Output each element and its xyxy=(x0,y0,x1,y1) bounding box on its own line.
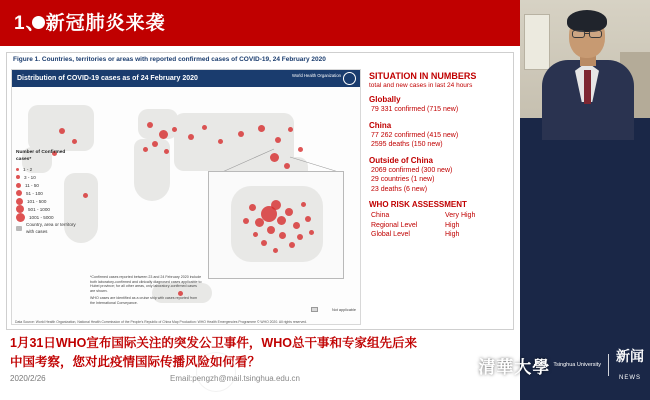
video-window xyxy=(524,14,550,70)
situation-stat: 77 262 confirmed (415 new) xyxy=(371,131,459,139)
legend-item-label: 3 - 10 xyxy=(24,174,36,180)
legend-note-row xyxy=(16,224,78,232)
legend-item-label: 1 - 2 xyxy=(23,166,33,172)
legend-item-label: 11 - 50 xyxy=(25,182,39,188)
tsinghua-logo-en: Tsinghua University xyxy=(553,361,601,368)
situation-stat: 29 countries (1 new) xyxy=(371,176,435,183)
legend-item xyxy=(16,165,78,173)
who-logo-icon xyxy=(343,72,356,85)
legend-swatch-icon xyxy=(16,175,20,179)
slide-title-bar xyxy=(0,0,520,46)
situation-stat: 2595 deaths (150 new) xyxy=(371,141,443,148)
legend-area-swatch-icon xyxy=(16,226,22,231)
legend-item xyxy=(16,197,78,205)
legend-swatch-icon xyxy=(16,168,19,171)
situation-stat: 23 deaths (6 new) xyxy=(371,185,428,193)
map-footnotes xyxy=(90,275,202,306)
news-label-en: NEWS xyxy=(619,375,641,381)
map-footnote-2: WHO cases are identified as a cruise ship with cases reported from the International Conveyance. xyxy=(90,296,198,305)
not-applicable-swatch-icon xyxy=(311,307,318,312)
legend-item-label: 1001 - 5000 xyxy=(29,214,54,220)
situation-subtitle: total and new cases in last 24 hours xyxy=(369,82,473,89)
situation-group-heading: Globally xyxy=(369,95,401,104)
situation-group-outside-china xyxy=(369,156,507,195)
legend-item xyxy=(16,173,78,181)
situation-stat: 79 331 confirmed (715 new) xyxy=(371,106,459,113)
speaker-video-pane[interactable] xyxy=(520,0,650,400)
who-logo-label: World Health Organization xyxy=(291,73,341,78)
caption-line-1: 1月31日WHO宣布国际关注的突发公卫事件，WHO总干事和专家组先后来 xyxy=(10,336,417,350)
legend-swatch-icon xyxy=(16,213,25,222)
legend-item-label: 501 - 1000 xyxy=(28,206,50,212)
risk-label: China xyxy=(371,212,390,219)
news-label-cn: 新闻 xyxy=(616,348,644,364)
not-applicable-label: Not applicable xyxy=(331,308,356,312)
risk-row xyxy=(369,221,507,231)
tsinghua-logo-cn: 清華大學 xyxy=(478,357,551,377)
news-logo xyxy=(616,346,644,384)
situation-stat: 2069 confirmed (300 new) xyxy=(371,166,453,174)
branding-divider xyxy=(608,354,609,376)
legend-item xyxy=(16,189,78,197)
legend-item-label: 101 - 500 xyxy=(27,198,47,204)
map-canvas xyxy=(12,87,361,325)
legend-swatch-icon xyxy=(16,198,23,205)
risk-assessment-title: WHO RISK ASSESSMENT xyxy=(369,200,467,209)
legend-item xyxy=(16,213,78,221)
china-inset-map xyxy=(208,171,344,279)
map-source-footer: Data Source: World Health Organization, National Health Commission of the People's Republic of China Map Production: WHO Health Emergencies Programme © WHO 2020. All rights reserved. xyxy=(15,319,307,324)
legend-swatch-icon xyxy=(16,190,22,196)
legend-note: Country, area or territory with cases xyxy=(26,222,76,234)
map-footnote-1: *Confirmed cases reported between 23 and 24 February 2020 include both laboratory-confirmed and clinically diagnosed cases applicable to Hubei province; for all other areas, only laboratory-confirmed cases are shown. xyxy=(90,275,202,293)
map-legend xyxy=(16,149,78,232)
map-header-title: Distribution of COVID-19 cases as of 24 February 2020 xyxy=(12,70,361,87)
situation-group-heading: Outside of China xyxy=(369,155,433,165)
legend-title: Number of Confirmed cases* xyxy=(16,150,66,162)
risk-label: Global Level xyxy=(371,231,410,238)
situation-group-heading: China xyxy=(369,120,392,130)
situation-group-china xyxy=(369,121,507,150)
risk-value: Very High xyxy=(445,212,476,219)
situation-in-numbers-panel xyxy=(365,69,511,325)
legend-swatch-icon xyxy=(16,205,24,213)
glasses-right-icon xyxy=(589,30,602,38)
speaker-hair xyxy=(567,10,607,32)
legend-item xyxy=(16,205,78,213)
glasses-left-icon xyxy=(572,30,585,38)
risk-value: High xyxy=(445,231,460,238)
figure-caption: Figure 1. Countries, territories or areas with reported confirmed cases of COVID-19, 24 February 2020 xyxy=(13,56,326,63)
situation-group-global xyxy=(369,95,507,115)
glasses-bridge-icon xyxy=(585,33,589,34)
risk-value: High xyxy=(445,221,460,229)
page-title: 1、新冠肺炎来袭 xyxy=(14,13,166,34)
slide-watermark xyxy=(196,352,236,392)
risk-label: Regional Level xyxy=(371,221,418,229)
legend-item xyxy=(16,181,78,189)
risk-row xyxy=(369,230,507,240)
speaker-tie xyxy=(584,70,591,104)
caption-line-2: 中国考察，您对此疫情国际传播风险如何看？ xyxy=(10,355,261,369)
slide-caption xyxy=(10,334,510,372)
world-map-panel xyxy=(11,69,361,325)
email-text: Email:pengzh@mail.tsinghua.edu.cn xyxy=(170,374,300,383)
risk-row xyxy=(369,211,507,221)
date-stamp: 2020/2/26 xyxy=(10,374,46,383)
situation-title: SITUATION IN NUMBERS xyxy=(369,71,477,81)
branding-bar xyxy=(440,348,650,382)
figure-block xyxy=(6,52,514,330)
legend-swatch-icon xyxy=(16,183,21,188)
legend-item-label: 51 - 100 xyxy=(26,190,43,196)
